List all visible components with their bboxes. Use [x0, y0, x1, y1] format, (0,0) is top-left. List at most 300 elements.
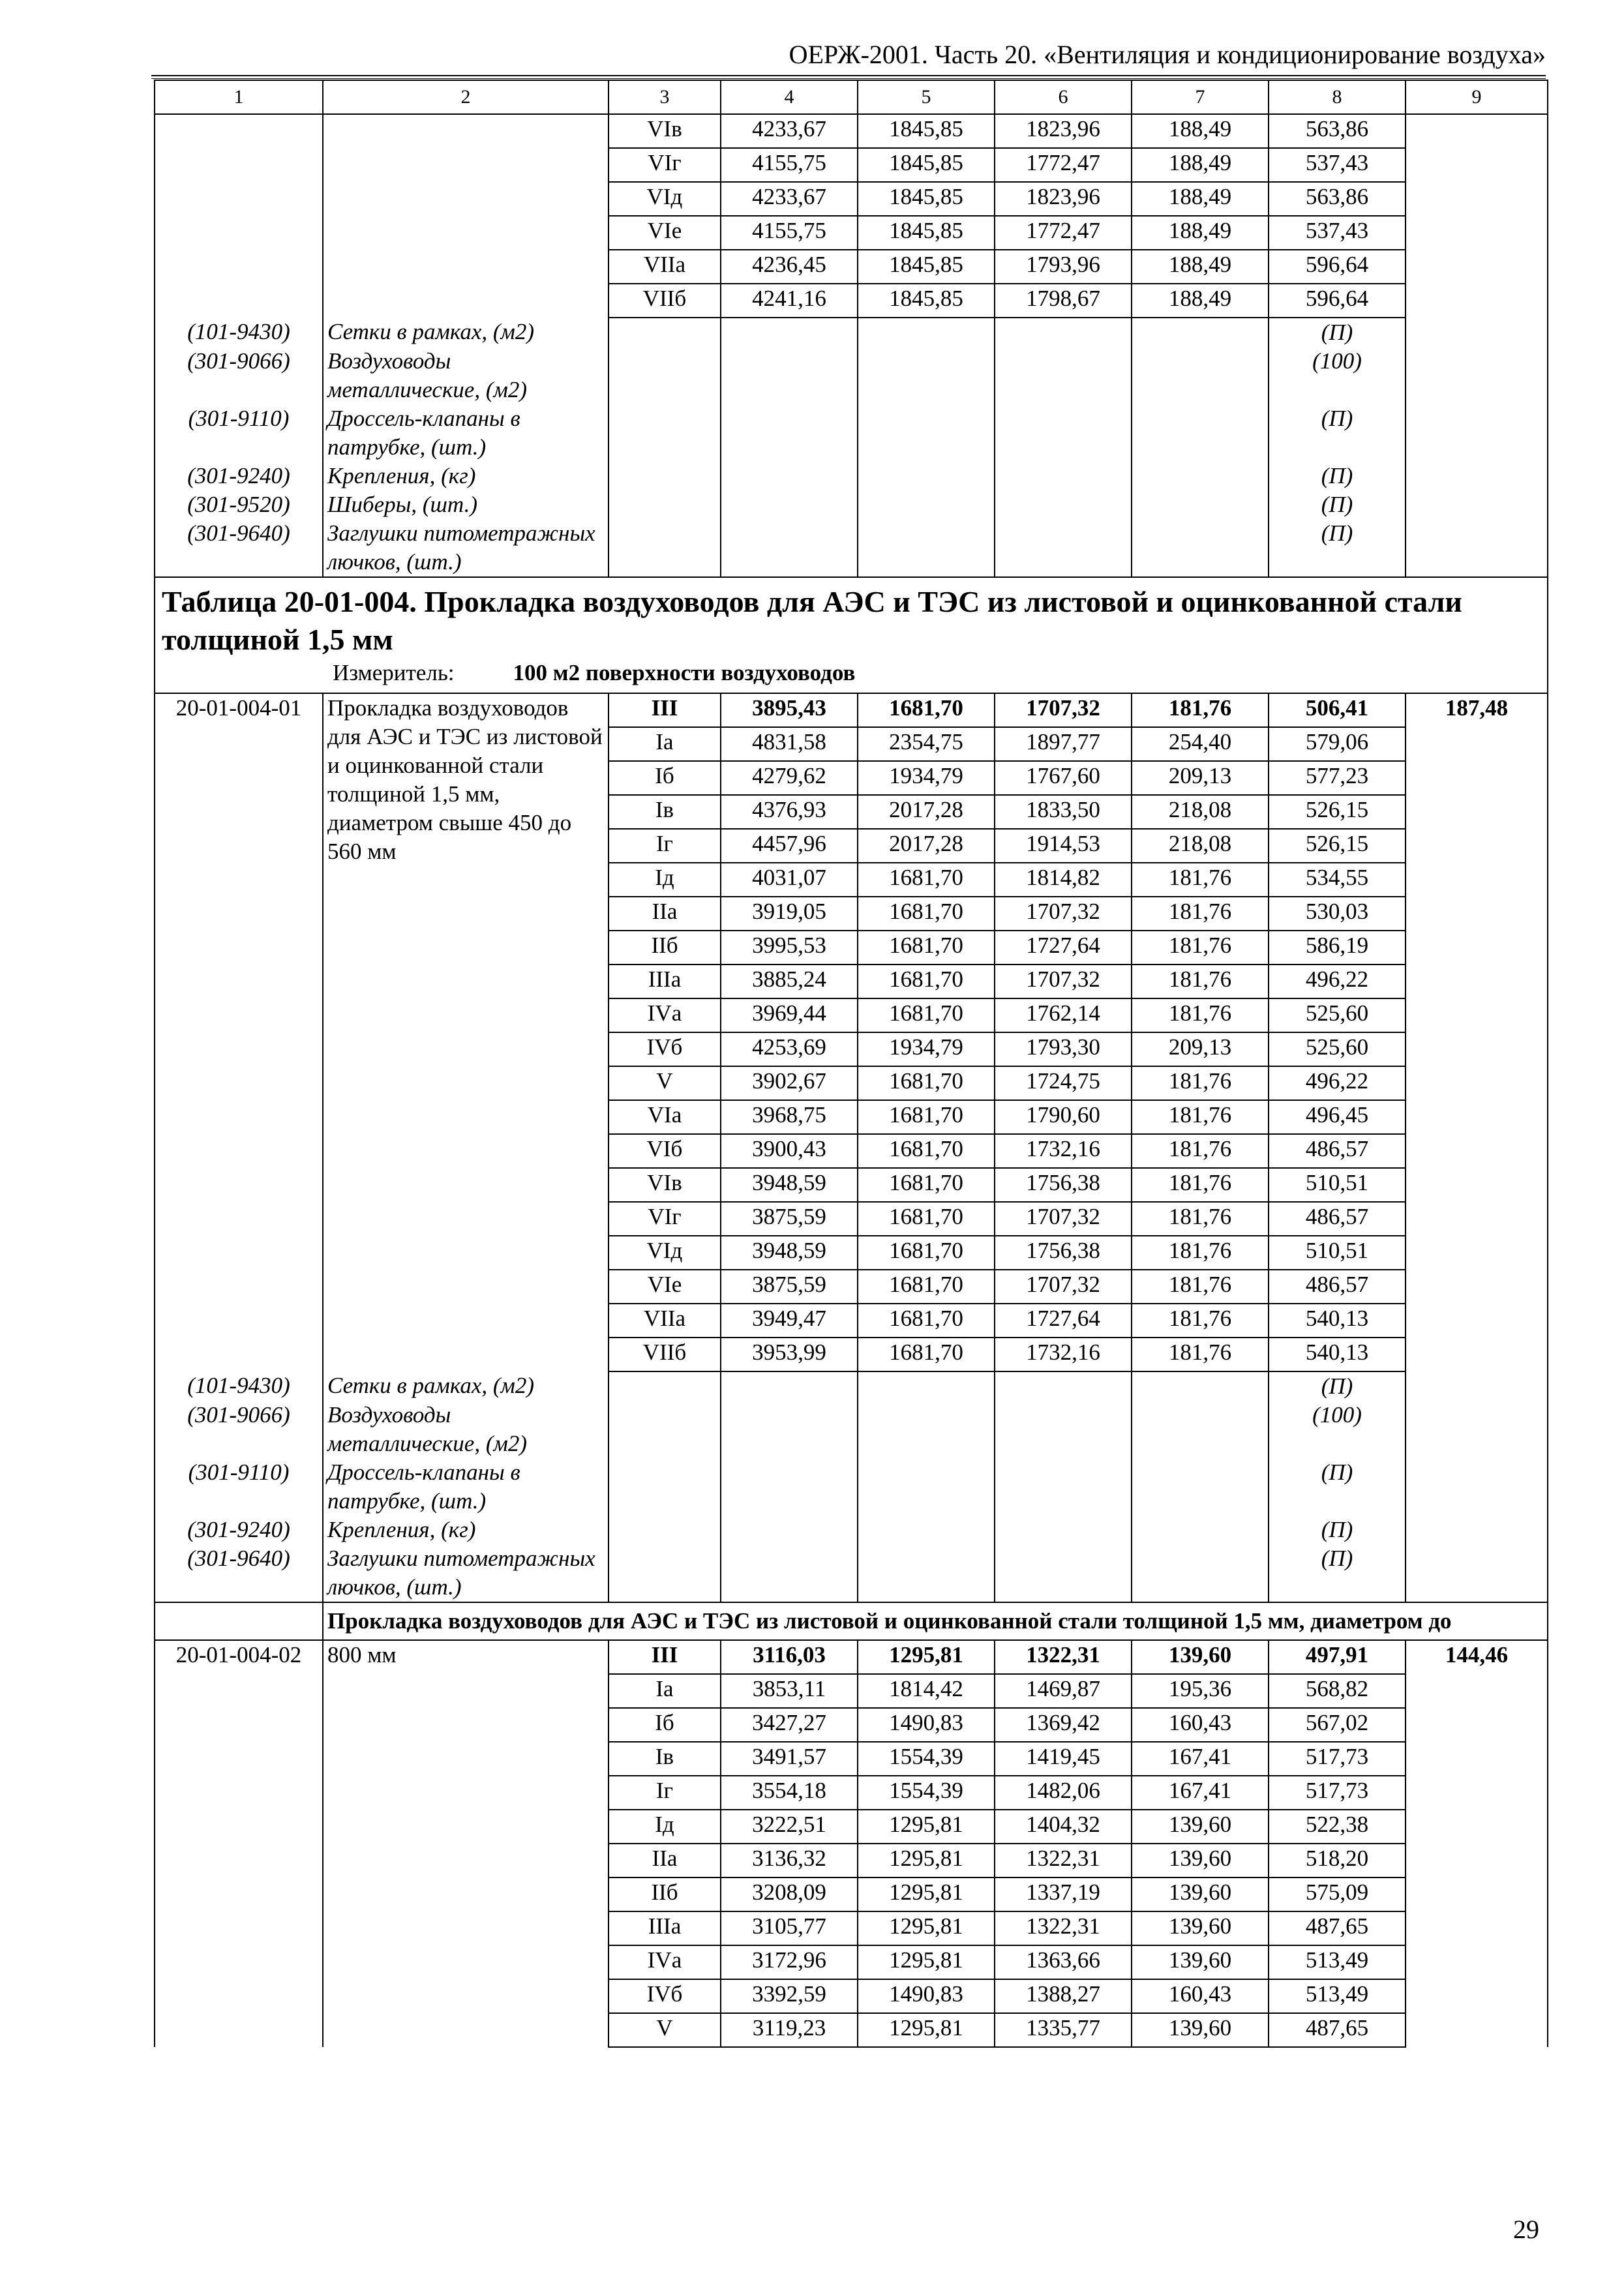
value-total: 4031,07 — [721, 863, 858, 897]
material-quantity: (П) — [1269, 1458, 1406, 1516]
value-total: 3172,96 — [721, 1945, 858, 1979]
table-title-block — [155, 577, 1548, 693]
empty-cell — [721, 347, 858, 404]
zone-label: Iб — [609, 761, 721, 795]
empty-cell — [155, 148, 323, 182]
value-machines: 1767,60 — [995, 761, 1132, 795]
value-total: 3953,99 — [721, 1338, 858, 1371]
value-machines: 1793,30 — [995, 1032, 1132, 1066]
value-driver-wages: 181,76 — [1132, 863, 1269, 897]
zone-label: IIIа — [609, 1911, 721, 1945]
value-driver-wages: 181,76 — [1132, 998, 1269, 1032]
value-materials: 534,55 — [1269, 863, 1406, 897]
value-total: 3885,24 — [721, 965, 858, 998]
value-total: 3948,59 — [721, 1168, 858, 1202]
value-machines: 1724,75 — [995, 1066, 1132, 1100]
value-machines: 1335,77 — [995, 2013, 1132, 2047]
empty-cell — [609, 404, 721, 462]
material-name: Крепления, (кг) — [323, 462, 609, 490]
value-wages: 1554,39 — [858, 1776, 995, 1810]
empty-cell — [609, 347, 721, 404]
value-materials: 537,43 — [1269, 216, 1406, 250]
empty-cell — [995, 318, 1132, 347]
value-materials: 540,13 — [1269, 1304, 1406, 1338]
value-materials: 563,86 — [1269, 114, 1406, 148]
material-name: Сетки в рамках, (м2) — [323, 318, 609, 347]
value-wages: 1681,70 — [858, 1270, 995, 1304]
value-materials: 525,60 — [1269, 1032, 1406, 1066]
value-materials: 525,60 — [1269, 998, 1406, 1032]
material-name: Воздуховоды металлические, (м2) — [323, 347, 609, 404]
value-driver-wages: 188,49 — [1132, 250, 1269, 284]
value-machines: 1732,16 — [995, 1338, 1132, 1371]
value-wages: 1845,85 — [858, 284, 995, 318]
value-machines: 1823,96 — [995, 182, 1132, 216]
material-quantity: (П) — [1269, 1544, 1406, 1602]
column-number: 2 — [323, 80, 609, 114]
value-materials: 577,23 — [1269, 761, 1406, 795]
empty-cell — [609, 1371, 721, 1401]
column-number: 5 — [858, 80, 995, 114]
empty-cell — [721, 318, 858, 347]
empty-cell — [609, 1516, 721, 1544]
value-machines: 1707,32 — [995, 1270, 1132, 1304]
material-name: Крепления, (кг) — [323, 1516, 609, 1544]
empty-cell — [995, 462, 1132, 490]
value-total: 3222,51 — [721, 1810, 858, 1844]
value-wages: 1934,79 — [858, 1032, 995, 1066]
value-wages: 1681,70 — [858, 1134, 995, 1168]
zone-label: V — [609, 1066, 721, 1100]
value-wages: 1681,70 — [858, 1066, 995, 1100]
value-materials: 530,03 — [1269, 897, 1406, 931]
zone-label: VIд — [609, 1236, 721, 1270]
empty-cell — [721, 1401, 858, 1458]
value-materials: 496,22 — [1269, 1066, 1406, 1100]
value-wages: 1681,70 — [858, 1168, 995, 1202]
page-number: 29 — [1513, 2215, 1539, 2244]
value-driver-wages: 188,49 — [1132, 148, 1269, 182]
labor-cost — [1406, 114, 1548, 318]
empty-cell — [995, 1401, 1132, 1458]
empty-cell — [1132, 490, 1269, 519]
value-total: 4233,67 — [721, 114, 858, 148]
material-quantity: (П) — [1269, 462, 1406, 490]
empty-cell — [323, 250, 609, 284]
value-driver-wages: 181,76 — [1132, 693, 1269, 727]
value-wages: 1295,81 — [858, 1878, 995, 1911]
value-total: 3136,32 — [721, 1844, 858, 1878]
value-materials: 596,64 — [1269, 250, 1406, 284]
material-quantity: (П) — [1269, 404, 1406, 462]
value-total: 3208,09 — [721, 1878, 858, 1911]
empty-cell — [995, 490, 1132, 519]
header-rule — [151, 75, 1546, 76]
empty-cell — [858, 318, 995, 347]
empty-cell — [721, 404, 858, 462]
zone-label: VIб — [609, 1134, 721, 1168]
empty-cell — [1132, 1544, 1269, 1602]
value-wages: 1681,70 — [858, 863, 995, 897]
value-total: 3968,75 — [721, 1100, 858, 1134]
value-total: 3554,18 — [721, 1776, 858, 1810]
table-row — [155, 404, 1548, 462]
empty-cell — [721, 519, 858, 577]
table-row — [155, 114, 1548, 148]
column-number: 8 — [1269, 80, 1406, 114]
value-wages: 1490,83 — [858, 1979, 995, 2013]
empty-cell — [323, 284, 609, 318]
rate-description: 800 мм — [323, 1640, 609, 2047]
value-driver-wages: 167,41 — [1132, 1742, 1269, 1776]
value-total: 3119,23 — [721, 2013, 858, 2047]
empty-cell — [721, 1458, 858, 1516]
empty-cell — [1406, 462, 1548, 490]
empty-cell — [609, 1544, 721, 1602]
value-driver-wages: 181,76 — [1132, 931, 1269, 965]
value-materials: 586,19 — [1269, 931, 1406, 965]
table-row — [155, 80, 1548, 114]
value-wages: 1490,83 — [858, 1708, 995, 1742]
value-wages: 1295,81 — [858, 1810, 995, 1844]
value-total: 4155,75 — [721, 148, 858, 182]
value-wages: 1681,70 — [858, 998, 995, 1032]
zone-label: Iв — [609, 795, 721, 829]
empty-cell — [609, 318, 721, 347]
value-wages: 2017,28 — [858, 829, 995, 863]
empty-cell — [155, 182, 323, 216]
value-machines: 1707,32 — [995, 965, 1132, 998]
zone-label: V — [609, 2013, 721, 2047]
empty-cell — [995, 1516, 1132, 1544]
empty-cell — [858, 1544, 995, 1602]
value-machines: 1772,47 — [995, 216, 1132, 250]
column-number: 6 — [995, 80, 1132, 114]
empty-cell — [155, 1602, 323, 1640]
value-driver-wages: 181,76 — [1132, 1236, 1269, 1270]
value-wages: 1295,81 — [858, 1911, 995, 1945]
empty-cell — [1406, 347, 1548, 404]
value-driver-wages: 167,41 — [1132, 1776, 1269, 1810]
empty-cell — [609, 1458, 721, 1516]
value-wages: 1681,70 — [858, 1100, 995, 1134]
empty-cell — [995, 1458, 1132, 1516]
table-row — [155, 1640, 1548, 1674]
material-quantity: (П) — [1269, 1516, 1406, 1544]
material-name: Дроссель-клапаны в патрубке, (шт.) — [323, 404, 609, 462]
value-machines: 1322,31 — [995, 1911, 1132, 1945]
unit-value: 100 м2 поверхности воздуховодов — [513, 660, 856, 685]
value-driver-wages: 181,76 — [1132, 1066, 1269, 1100]
zone-label: IVб — [609, 1979, 721, 2013]
empty-cell — [721, 1371, 858, 1401]
material-quantity: (100) — [1269, 347, 1406, 404]
table-row — [155, 519, 1548, 577]
value-driver-wages: 160,43 — [1132, 1979, 1269, 2013]
value-driver-wages: 181,76 — [1132, 1100, 1269, 1134]
zone-label: Iг — [609, 829, 721, 863]
value-materials: 497,91 — [1269, 1640, 1406, 1674]
value-wages: 1681,70 — [858, 1304, 995, 1338]
value-driver-wages: 181,76 — [1132, 1338, 1269, 1371]
empty-cell — [858, 347, 995, 404]
table-row — [155, 216, 1548, 250]
value-materials: 487,65 — [1269, 1911, 1406, 1945]
value-driver-wages: 139,60 — [1132, 1640, 1269, 1674]
value-materials: 568,82 — [1269, 1674, 1406, 1708]
value-materials: 517,73 — [1269, 1776, 1406, 1810]
table-row — [155, 462, 1548, 490]
table-title: Таблица 20-01-004. Прокладка воздуховодов для АЭС и ТЭС из листовой и оцинкованной стали толщиной 1,5 мм — [162, 585, 1462, 656]
value-total: 4241,16 — [721, 284, 858, 318]
value-wages: 1681,70 — [858, 1338, 995, 1371]
rate-description: Прокладка воздуховодов для АЭС и ТЭС из листовой и оцинкованной стали толщиной 1,5 мм, диаметром свыше 450 до 560 мм — [323, 693, 609, 1371]
value-total: 3105,77 — [721, 1911, 858, 1945]
value-wages: 1934,79 — [858, 761, 995, 795]
value-materials: 575,09 — [1269, 1878, 1406, 1911]
value-materials: 526,15 — [1269, 829, 1406, 863]
value-total: 3948,59 — [721, 1236, 858, 1270]
value-machines: 1732,16 — [995, 1134, 1132, 1168]
zone-label: VIв — [609, 1168, 721, 1202]
value-driver-wages: 181,76 — [1132, 965, 1269, 998]
value-materials: 496,22 — [1269, 965, 1406, 998]
zone-label: IVб — [609, 1032, 721, 1066]
column-number: 1 — [155, 80, 323, 114]
value-materials: 567,02 — [1269, 1708, 1406, 1742]
material-code: (301-9240) — [155, 462, 323, 490]
value-materials: 513,49 — [1269, 1945, 1406, 1979]
table-row — [155, 1602, 1548, 1640]
value-driver-wages: 218,08 — [1132, 829, 1269, 863]
empty-cell — [1406, 1516, 1548, 1544]
value-total: 3902,67 — [721, 1066, 858, 1100]
value-driver-wages: 188,49 — [1132, 182, 1269, 216]
material-code: (301-9240) — [155, 1516, 323, 1544]
value-machines: 1833,50 — [995, 795, 1132, 829]
value-wages: 1295,81 — [858, 1844, 995, 1878]
material-code: (301-9110) — [155, 1458, 323, 1516]
zone-label: IVа — [609, 1945, 721, 1979]
empty-cell — [1406, 490, 1548, 519]
empty-cell — [858, 1371, 995, 1401]
value-materials: 486,57 — [1269, 1202, 1406, 1236]
value-machines: 1369,42 — [995, 1708, 1132, 1742]
value-materials: 510,51 — [1269, 1236, 1406, 1270]
value-total: 3919,05 — [721, 897, 858, 931]
value-total: 3995,53 — [721, 931, 858, 965]
empty-cell — [323, 148, 609, 182]
value-total: 3969,44 — [721, 998, 858, 1032]
value-wages: 1295,81 — [858, 2013, 995, 2047]
value-machines: 1772,47 — [995, 148, 1132, 182]
value-driver-wages: 139,60 — [1132, 2013, 1269, 2047]
table-row — [155, 182, 1548, 216]
table-row — [155, 318, 1548, 347]
zone-label: Iв — [609, 1742, 721, 1776]
material-quantity: (П) — [1269, 519, 1406, 577]
value-driver-wages: 139,60 — [1132, 1911, 1269, 1945]
empty-cell — [1406, 1401, 1548, 1458]
value-wages: 2354,75 — [858, 727, 995, 761]
zone-label: IIб — [609, 1878, 721, 1911]
value-total: 4457,96 — [721, 829, 858, 863]
value-wages: 1681,70 — [858, 965, 995, 998]
value-materials: 522,38 — [1269, 1810, 1406, 1844]
value-wages: 1814,42 — [858, 1674, 995, 1708]
value-machines: 1756,38 — [995, 1236, 1132, 1270]
value-machines: 1727,64 — [995, 1304, 1132, 1338]
empty-cell — [323, 114, 609, 148]
labor-cost: 144,46 — [1406, 1640, 1548, 2047]
value-machines: 1793,96 — [995, 250, 1132, 284]
material-name: Дроссель-клапаны в патрубке, (шт.) — [323, 1458, 609, 1516]
value-materials: 517,73 — [1269, 1742, 1406, 1776]
table-row — [155, 1371, 1548, 1401]
material-code: (301-9640) — [155, 1544, 323, 1602]
zone-label: VIIб — [609, 1338, 721, 1371]
empty-cell — [155, 284, 323, 318]
empty-cell — [1406, 1371, 1548, 1401]
table-row — [155, 148, 1548, 182]
value-machines: 1322,31 — [995, 1844, 1132, 1878]
value-machines: 1790,60 — [995, 1100, 1132, 1134]
value-wages: 1681,70 — [858, 693, 995, 727]
empty-cell — [858, 490, 995, 519]
running-header: ОЕРЖ-2001. Часть 20. «Вентиляция и кондиционирование воздуха» — [789, 40, 1546, 69]
value-driver-wages: 181,76 — [1132, 1202, 1269, 1236]
empty-cell — [1132, 318, 1269, 347]
value-driver-wages: 254,40 — [1132, 727, 1269, 761]
value-total: 3875,59 — [721, 1202, 858, 1236]
zone-label: VIа — [609, 1100, 721, 1134]
value-driver-wages: 181,76 — [1132, 1270, 1269, 1304]
empty-cell — [858, 1458, 995, 1516]
empty-cell — [1132, 347, 1269, 404]
value-machines: 1762,14 — [995, 998, 1132, 1032]
empty-cell — [155, 250, 323, 284]
empty-cell — [155, 216, 323, 250]
table-row — [155, 1458, 1548, 1516]
value-total: 3392,59 — [721, 1979, 858, 2013]
value-driver-wages: 181,76 — [1132, 897, 1269, 931]
zone-label: VIе — [609, 1270, 721, 1304]
value-driver-wages: 181,76 — [1132, 1304, 1269, 1338]
value-total: 4233,67 — [721, 182, 858, 216]
unit-label: Измеритель: — [333, 660, 455, 685]
empty-cell — [858, 462, 995, 490]
value-driver-wages: 139,60 — [1132, 1844, 1269, 1878]
header-rule-thin — [151, 78, 1546, 79]
material-code: (301-9066) — [155, 347, 323, 404]
empty-cell — [609, 462, 721, 490]
zone-label: VIг — [609, 148, 721, 182]
value-total: 4279,62 — [721, 761, 858, 795]
zone-label: Iа — [609, 1674, 721, 1708]
zone-label: VIе — [609, 216, 721, 250]
empty-cell — [995, 1371, 1132, 1401]
empty-cell — [995, 404, 1132, 462]
rate-code: 20-01-004-01 — [155, 693, 323, 1371]
value-total: 3116,03 — [721, 1640, 858, 1674]
empty-cell — [323, 182, 609, 216]
material-code: (101-9430) — [155, 318, 323, 347]
value-machines: 1707,32 — [995, 897, 1132, 931]
value-total: 4236,45 — [721, 250, 858, 284]
material-name: Воздуховоды металлические, (м2) — [323, 1401, 609, 1458]
empty-cell — [1132, 404, 1269, 462]
table-row — [155, 1401, 1548, 1458]
value-wages: 1295,81 — [858, 1945, 995, 1979]
value-machines: 1469,87 — [995, 1674, 1132, 1708]
rates-table — [154, 80, 1548, 2048]
empty-cell — [155, 114, 323, 148]
value-machines: 1707,32 — [995, 693, 1132, 727]
empty-cell — [858, 1516, 995, 1544]
table-row — [155, 577, 1548, 693]
value-driver-wages: 181,76 — [1132, 1134, 1269, 1168]
material-code: (301-9110) — [155, 404, 323, 462]
unit-of-measure — [333, 659, 1541, 687]
empty-cell — [721, 1516, 858, 1544]
table-row — [155, 250, 1548, 284]
empty-cell — [1132, 1371, 1269, 1401]
material-name: Сетки в рамках, (м2) — [323, 1371, 609, 1401]
labor-cost: 187,48 — [1406, 693, 1548, 1371]
zone-label: IIа — [609, 897, 721, 931]
value-total: 4831,58 — [721, 727, 858, 761]
zone-label: IIIа — [609, 965, 721, 998]
value-wages: 1554,39 — [858, 1742, 995, 1776]
table-row — [155, 1544, 1548, 1602]
column-number: 4 — [721, 80, 858, 114]
value-total: 4253,69 — [721, 1032, 858, 1066]
empty-cell — [1406, 1544, 1548, 1602]
empty-cell — [721, 490, 858, 519]
empty-cell — [1406, 1458, 1548, 1516]
value-materials: 579,06 — [1269, 727, 1406, 761]
value-total: 3427,27 — [721, 1708, 858, 1742]
material-quantity: (П) — [1269, 318, 1406, 347]
material-code: (301-9066) — [155, 1401, 323, 1458]
value-materials: 486,57 — [1269, 1134, 1406, 1168]
value-driver-wages: 139,60 — [1132, 1810, 1269, 1844]
value-machines: 1798,67 — [995, 284, 1132, 318]
value-materials: 486,57 — [1269, 1270, 1406, 1304]
material-quantity: (П) — [1269, 1371, 1406, 1401]
empty-cell — [1406, 404, 1548, 462]
empty-cell — [609, 519, 721, 577]
value-total: 3875,59 — [721, 1270, 858, 1304]
zone-label: VIг — [609, 1202, 721, 1236]
material-quantity: (100) — [1269, 1401, 1406, 1458]
value-wages: 1845,85 — [858, 148, 995, 182]
value-driver-wages: 160,43 — [1132, 1708, 1269, 1742]
value-materials: 506,41 — [1269, 693, 1406, 727]
value-machines: 1388,27 — [995, 1979, 1132, 2013]
zone-label: III — [609, 693, 721, 727]
value-total: 3895,43 — [721, 693, 858, 727]
value-machines: 1363,66 — [995, 1945, 1132, 1979]
value-machines: 1337,19 — [995, 1878, 1132, 1911]
value-machines: 1322,31 — [995, 1640, 1132, 1674]
value-machines: 1897,77 — [995, 727, 1132, 761]
value-total: 3949,47 — [721, 1304, 858, 1338]
empty-cell — [721, 1544, 858, 1602]
empty-cell — [1406, 519, 1548, 577]
value-materials: 496,45 — [1269, 1100, 1406, 1134]
empty-cell — [858, 404, 995, 462]
